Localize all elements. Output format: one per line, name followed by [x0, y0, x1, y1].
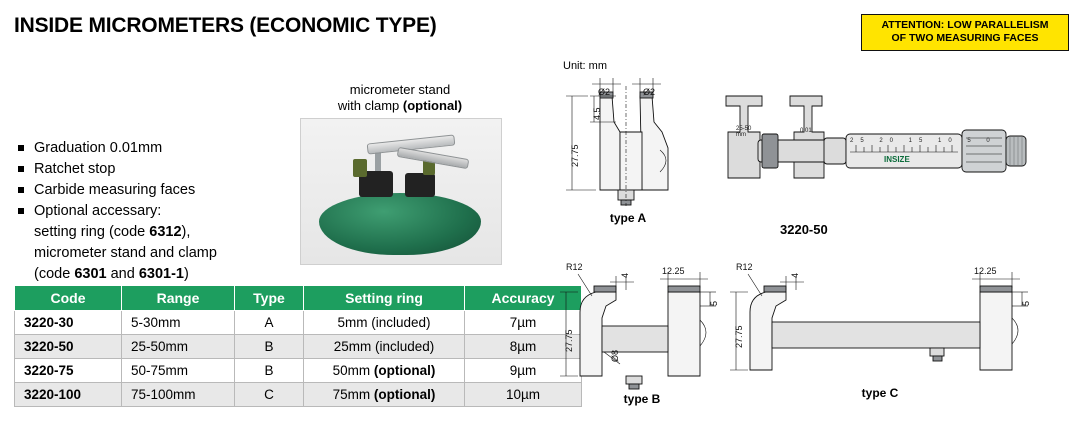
feature-text: Carbide measuring faces	[34, 182, 196, 198]
label-jaw-marking: 25-50 mm	[736, 126, 752, 138]
attention-line-2: OF TWO MEASURING FACES	[891, 32, 1039, 44]
dim-type-b-4: 4	[620, 272, 630, 278]
dim-type-b-1225: 12.25	[662, 266, 685, 276]
dim-type-a-2775: 27.75	[570, 144, 580, 167]
col-header-code: Code	[15, 286, 122, 311]
cell-type: C	[235, 383, 304, 407]
cell-code: 3220-50	[15, 335, 122, 359]
dim-type-b-2775: 27.75	[564, 329, 574, 352]
stand-caption-line-1: micrometer stand	[349, 82, 451, 97]
dim-type-a-dia-left: Ø2	[598, 87, 611, 97]
dim-type-c-r12: R12	[736, 262, 753, 272]
page-title: INSIDE MICROMETERS (ECONOMIC TYPE)	[14, 14, 437, 37]
cell-range: 75-100mm	[122, 383, 235, 407]
cell-accuracy: 9µm	[465, 359, 582, 383]
col-header-type: Type	[235, 286, 304, 311]
cell-range: 5-30mm	[122, 311, 235, 335]
unit-label: Unit: mm	[563, 60, 607, 72]
cell-setting-ring: 5mm (included)	[304, 311, 465, 335]
col-header-setting-ring: Setting ring	[304, 286, 465, 311]
cell-type: B	[235, 335, 304, 359]
dim-type-c-2775: 27.75	[734, 325, 744, 348]
cell-accuracy: 7µm	[465, 311, 582, 335]
dim-type-c-4: 4	[790, 272, 800, 278]
cell-setting-ring: 75mm (optional)	[304, 383, 465, 407]
feature-text: Optional accessary:	[34, 203, 162, 219]
col-header-range: Range	[122, 286, 235, 311]
feature-text: Graduation 0.01mm	[34, 140, 163, 156]
stand-caption-line-2: with clamp (optional)	[337, 98, 463, 113]
feature-sub-line: setting ring (code 6312),	[34, 224, 191, 240]
cell-accuracy: 8µm	[465, 335, 582, 359]
cell-accuracy: 10µm	[465, 383, 582, 407]
dim-type-b-5: 5	[709, 300, 719, 306]
feature-text: Ratchet stop	[34, 161, 116, 177]
feature-sub-line: micrometer stand and clamp	[34, 245, 217, 261]
brand-logo: INSIZE	[884, 155, 910, 164]
cell-type: A	[235, 311, 304, 335]
attention-line-1: ATTENTION: LOW PARALLELISM	[881, 19, 1049, 31]
dim-type-c-1225: 12.25	[974, 266, 997, 276]
cell-setting-ring: 50mm (optional)	[304, 359, 465, 383]
caption-type-b: type B	[623, 392, 661, 406]
dim-type-b-r12: R12	[566, 262, 583, 272]
col-header-accuracy: Accuracy	[465, 286, 582, 311]
cell-range: 25-50mm	[122, 335, 235, 359]
dim-type-a-dia-right: Ø2	[643, 87, 656, 97]
cell-type: B	[235, 359, 304, 383]
caption-type-c: type C	[861, 386, 899, 400]
dim-type-b-d8: Ø8	[610, 349, 620, 362]
caption-type-a: type A	[609, 211, 647, 225]
cell-setting-ring: 25mm (included)	[304, 335, 465, 359]
cell-code: 3220-100	[15, 383, 122, 407]
dim-type-c-5: 5	[1021, 300, 1031, 306]
label-sleeve-graduation: 0.01	[800, 128, 812, 134]
label-thimble-scale: 25 20 15 10 5 0	[850, 138, 997, 144]
dim-type-a-45: 4.5	[592, 107, 602, 120]
caption-product: 3220-50	[780, 222, 828, 237]
feature-sub-line: (code 6301 and 6301-1)	[34, 266, 189, 282]
cell-code: 3220-30	[15, 311, 122, 335]
cell-code: 3220-75	[15, 359, 122, 383]
cell-range: 50-75mm	[122, 359, 235, 383]
